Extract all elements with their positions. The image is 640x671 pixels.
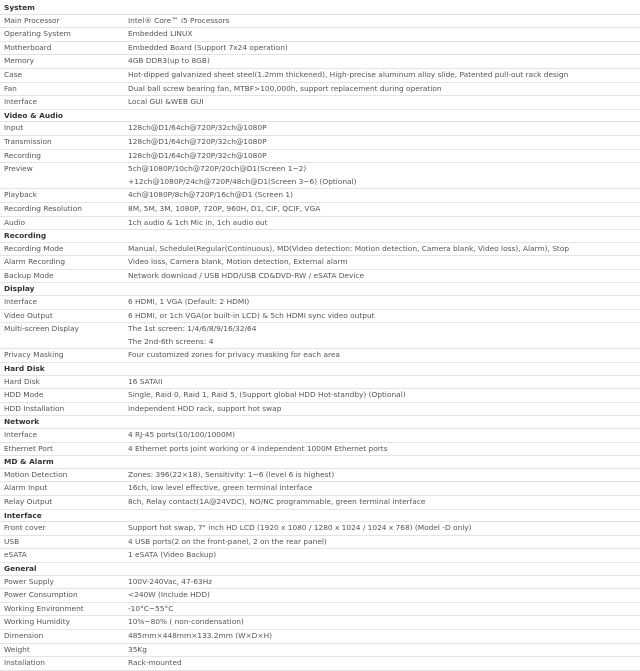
table-row xyxy=(0,349,640,363)
spec-value-line: Network download / USB HDD/USB CD&DVD-RW / eSATA Device xyxy=(128,270,365,280)
table-row xyxy=(0,55,640,69)
spec-value xyxy=(128,536,640,549)
spec-value xyxy=(128,122,640,135)
spec-value-line: 128ch@D1/64ch@720P/32ch@1080P xyxy=(128,136,267,146)
spec-label: Interface xyxy=(4,297,38,307)
spec-label: Ethernet Port xyxy=(4,443,53,453)
spec-value xyxy=(128,96,640,109)
table-row xyxy=(0,403,640,417)
spec-value xyxy=(128,243,640,256)
spec-label: Motherboard xyxy=(4,42,52,52)
spec-value-line: 16 SATAII xyxy=(128,376,163,386)
spec-value xyxy=(128,522,640,535)
spec-value xyxy=(128,189,640,202)
spec-value-line: 4ch@1080P/8ch@720P/16ch@D1 (Screen 1) xyxy=(128,190,294,200)
spec-value-line: Dual ball screw bearing fan, MTBF>100,000h, support replacement during operation xyxy=(128,83,442,93)
spec-value xyxy=(128,69,640,82)
table-row xyxy=(0,630,640,644)
table-row xyxy=(0,69,640,83)
spec-value-line: 6 HDMI, 1 VGA (Default: 2 HDMI) xyxy=(128,297,250,307)
spec-value xyxy=(128,469,640,482)
spec-value-line: +12ch@1080P/24ch@720P/48ch@D1(Screen 3~6) (Optional) xyxy=(128,176,357,186)
spec-value xyxy=(128,589,640,602)
spec-value-line: 6 HDMI, or 1ch VGA(or built-in LCD) & 5ch HDMI sync video output xyxy=(128,310,375,320)
spec-value-line: <240W (Include HDD) xyxy=(128,590,210,600)
spec-value xyxy=(128,482,640,495)
table-row xyxy=(0,42,640,56)
spec-label: Privacy Masking xyxy=(4,350,64,360)
spec-value xyxy=(128,630,640,643)
section-header: General xyxy=(0,563,640,576)
spec-label: Hard Disk xyxy=(4,376,40,386)
spec-label: Interface xyxy=(4,430,38,439)
spec-value xyxy=(128,389,640,402)
spec-value-line: 485mm×448mm×133.2mm (W×D×H) xyxy=(128,630,273,640)
table-row xyxy=(0,217,640,231)
spec-value xyxy=(128,376,640,389)
spec-value-line: Support hot swap, 7" inch HD LCD (1920 x 1080 / 1280 x 1024 / 1024 x 768) (Model -D only) xyxy=(128,523,472,533)
spec-value-line: Hot-dipped galvanized sheet steel(1.2mm thickened), High-precise aluminum alloy slide, Patented pull-out rack design xyxy=(128,69,569,79)
spec-label: HDD Installation xyxy=(4,403,65,413)
spec-label: Power Consumption xyxy=(4,590,78,600)
section-header: Recording xyxy=(0,230,640,243)
spec-label: Interface xyxy=(4,97,38,107)
spec-value xyxy=(128,150,640,163)
table-row xyxy=(0,576,640,590)
spec-label: Case xyxy=(4,69,23,79)
spec-value xyxy=(128,296,640,309)
table-row xyxy=(0,28,640,42)
spec-value xyxy=(128,256,640,269)
table-row xyxy=(0,589,640,603)
table-row xyxy=(0,203,640,217)
table-row xyxy=(0,376,640,390)
spec-label: Transmission xyxy=(4,136,52,146)
spec-label: Playback xyxy=(4,190,37,200)
spec-value-line: The 1st screen: 1/4/6/8/9/16/32/64 xyxy=(128,324,257,334)
spec-label: Front cover xyxy=(4,523,46,533)
spec-label: Main Processor xyxy=(4,15,60,25)
table-row xyxy=(0,657,640,671)
table-row xyxy=(0,603,640,617)
spec-value-line: The 2nd-6th screens: 4 xyxy=(128,336,214,346)
spec-value xyxy=(128,83,640,96)
spec-label: Recording Resolution xyxy=(4,203,82,213)
spec-label: Backup Mode xyxy=(4,270,54,280)
spec-value xyxy=(128,136,640,149)
spec-value-line: Single, Raid 0, Raid 1, Raid 5, (Support global HDD Hot-standby) (Optional) xyxy=(128,390,406,400)
spec-value xyxy=(128,270,640,283)
spec-label: eSATA xyxy=(4,550,27,560)
table-row xyxy=(0,469,640,483)
spec-label: Working Environment xyxy=(4,603,84,613)
table-row xyxy=(0,136,640,150)
table-row xyxy=(0,496,640,510)
spec-value xyxy=(128,15,640,28)
spec-label: Memory xyxy=(4,56,35,66)
table-row xyxy=(0,616,640,630)
spec-value-line: 100V-240Vac, 47-63Hz xyxy=(128,576,213,586)
spec-value xyxy=(128,644,640,657)
spec-value-line: Manual, Schedule(Regular(Continuous), MD(Video detection: Motion detection, Camera blank, Video loss), Alarm), Stop xyxy=(128,243,570,253)
spec-value xyxy=(128,616,640,629)
table-row xyxy=(0,189,640,203)
spec-label: Audio xyxy=(4,217,26,227)
spec-value-line: Zones: 396(22×18), Sensitivity: 1~6 (level 6 is highest) xyxy=(128,469,335,479)
spec-value-line: 4 USB ports(2 on the front-panel, 2 on the rear panel) xyxy=(128,536,327,546)
section-header: MD & Alarm xyxy=(0,456,640,469)
spec-value-line: Embedded Board (Support 7x24 operation) xyxy=(128,42,288,52)
spec-label: Fan xyxy=(4,83,17,93)
spec-value-line: 10%~80% ( non-condensation) xyxy=(128,617,244,627)
table-row xyxy=(0,83,640,97)
spec-value xyxy=(128,603,640,616)
spec-value-line: 128ch@D1/64ch@720P/32ch@1080P xyxy=(128,123,267,133)
spec-label: Working Humidity xyxy=(4,617,71,627)
spec-value-line: 16ch, low level effective, green terminal interface xyxy=(128,483,313,493)
spec-value-line: Rack-mounted xyxy=(128,658,182,668)
spec-value-line: 35Kg xyxy=(128,644,147,654)
table-row xyxy=(0,122,640,136)
section-header: Display xyxy=(0,283,640,296)
spec-label: USB xyxy=(4,536,20,546)
table-row xyxy=(0,323,640,349)
table-row xyxy=(0,389,640,403)
table-row xyxy=(0,256,640,270)
spec-label: Alarm Recording xyxy=(4,257,66,267)
table-row xyxy=(0,536,640,550)
spec-value-line: 128ch@D1/64ch@720P/32ch@1080P xyxy=(128,150,267,160)
spec-value-line: 4 Ethernet ports joint working or 4 independent 1000M Ethernet ports xyxy=(128,443,388,453)
table-row xyxy=(0,15,640,29)
spec-label: Operating System xyxy=(4,29,71,39)
table-row xyxy=(0,549,640,563)
spec-value-line: Local GUI &WEB GUI xyxy=(128,97,204,107)
table-row xyxy=(0,443,640,457)
spec-label: Recording Mode xyxy=(4,243,64,253)
table-row xyxy=(0,96,640,110)
spec-value-line: Four customized zones for privacy masking for each area xyxy=(128,350,340,360)
spec-value-line: Independent HDD rack, support hot swap xyxy=(128,403,282,413)
spec-label: Alarm Input xyxy=(4,483,48,493)
spec-value xyxy=(128,310,640,323)
spec-label: Weight xyxy=(4,644,30,654)
spec-value-line: 4 RJ-45 ports(10/100/1000M) xyxy=(128,430,235,439)
spec-value xyxy=(128,576,640,589)
table-row xyxy=(0,296,640,310)
spec-value xyxy=(128,323,640,348)
spec-value xyxy=(128,163,640,188)
spec-value xyxy=(128,549,640,562)
spec-label: Motion Detection xyxy=(4,469,68,479)
table-row xyxy=(0,644,640,658)
table-row xyxy=(0,150,640,164)
section-header: System xyxy=(0,2,640,15)
table-row xyxy=(0,163,640,189)
spec-label: Input xyxy=(4,123,24,133)
table-row xyxy=(0,270,640,284)
spec-value-line: -10°C~55°C xyxy=(128,603,174,613)
spec-label: Multi-screen Display xyxy=(4,324,79,334)
spec-value xyxy=(128,55,640,68)
spec-label: Dimension xyxy=(4,630,44,640)
section-header: Hard Disk xyxy=(0,363,640,376)
spec-value xyxy=(128,429,640,442)
spec-value xyxy=(128,42,640,55)
section-header: Network xyxy=(0,416,640,429)
spec-value xyxy=(128,349,640,362)
table-row xyxy=(0,522,640,536)
spec-value xyxy=(128,28,640,41)
spec-value-line: Embedded LINUX xyxy=(128,29,193,39)
spec-value-line: 5ch@1080P/10ch@720P/20ch@D1(Screen 1~2) xyxy=(128,164,307,174)
spec-value-line: 1ch audio & 1ch Mic in, 1ch audio out xyxy=(128,217,268,227)
spec-value xyxy=(128,203,640,216)
spec-label: Video Output xyxy=(4,310,53,320)
section-header: Video & Audio xyxy=(0,110,640,123)
table-row xyxy=(0,243,640,257)
table-row xyxy=(0,482,640,496)
spec-value xyxy=(128,496,640,509)
table-row xyxy=(0,429,640,443)
spec-value-line: Intel® Core™ i5 Processors xyxy=(128,15,230,25)
spec-value-line: 1 eSATA (Video Backup) xyxy=(128,550,217,560)
spec-value-line: 8ch, Relay contact(1A@24VDC), NO/NC programmable, green terminal interface xyxy=(128,496,426,506)
spec-value xyxy=(128,217,640,230)
spec-label: Relay Output xyxy=(4,496,53,506)
spec-label: HDD Mode xyxy=(4,390,44,400)
spec-label: Recording xyxy=(4,150,41,160)
spec-value xyxy=(128,403,640,416)
spec-label: Installation xyxy=(4,658,45,668)
table-row xyxy=(0,310,640,324)
spec-value-line: 8M, 5M, 3M, 1080P, 720P, 960H, D1, CIF, QCIF, VGA xyxy=(128,203,321,213)
spec-value-line: Video loss, Camera blank, Motion detection, External alarm xyxy=(128,257,348,267)
spec-value-line: 4GB DDR3(up to 8GB) xyxy=(128,56,210,66)
spec-label: Preview xyxy=(4,164,33,174)
section-header: Interface xyxy=(0,510,640,523)
spec-value xyxy=(128,657,640,670)
spec-label: Power Supply xyxy=(4,576,54,586)
spec-value xyxy=(128,443,640,456)
